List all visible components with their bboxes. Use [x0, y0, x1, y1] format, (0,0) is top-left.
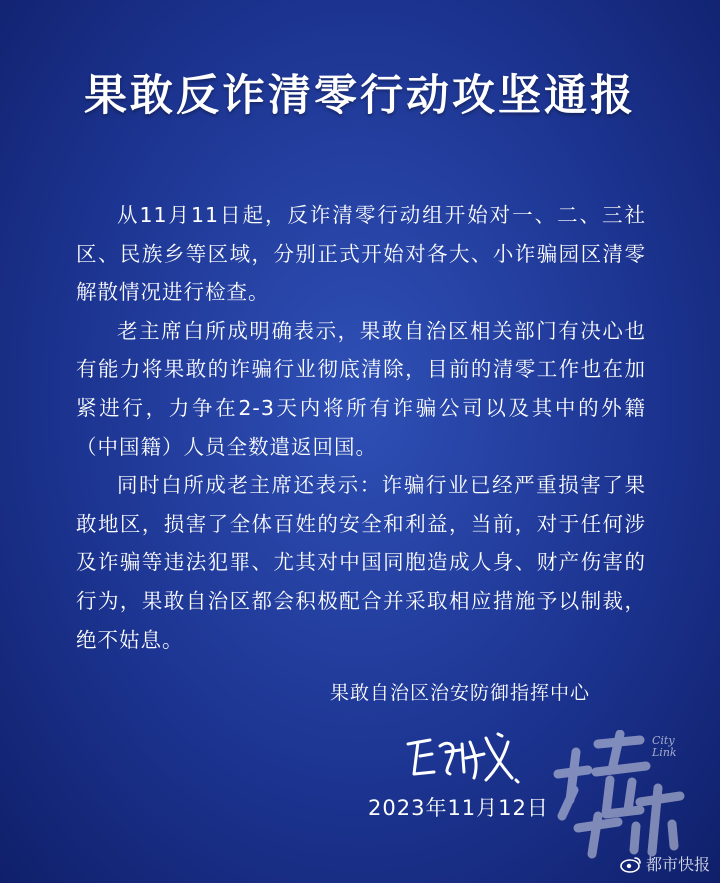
paragraph-1: 从11月11日起，反诈清零行动组开始对一、二、三社区、民族乡等区域，分别正式开始对各大、小诈骗园区清零解散情况进行检查。: [76, 203, 646, 305]
notice-body: [76, 196, 646, 659]
notice-date: 2023年11月12日: [368, 796, 549, 820]
weibo-watermark: [620, 852, 710, 875]
paragraph-3: 同时白所成老主席还表示：诈骗行业已经严重损害了果敢地区，损害了全体百姓的安全和利益，当前，对于任何涉及诈骗等违法犯罪、尤其对中国同胞造成人身、财产伤害的行为，果敢自治区都会积极配合并采取相应措施予以制裁，绝不姑息。: [76, 473, 646, 652]
issuer-name: 果敢自治区治安防御指挥中心: [330, 682, 591, 704]
paragraph-2: 老主席白所成明确表示，果敢自治区相关部门有决心也有能力将果敢的诈骗行业彻底清除，目前的清零工作也在加紧进行，力争在2-3天内将所有诈骗公司以及其中的外籍（中国籍）人员全数遣返回国。: [76, 318, 646, 459]
notice-title: 果敢反诈清零行动攻坚通报: [84, 71, 636, 121]
citylink-watermark: City Link: [652, 734, 677, 759]
weibo-source-label: 都市快报: [646, 855, 711, 874]
handwritten-signature: [400, 722, 540, 792]
weibo-icon: [620, 855, 642, 873]
